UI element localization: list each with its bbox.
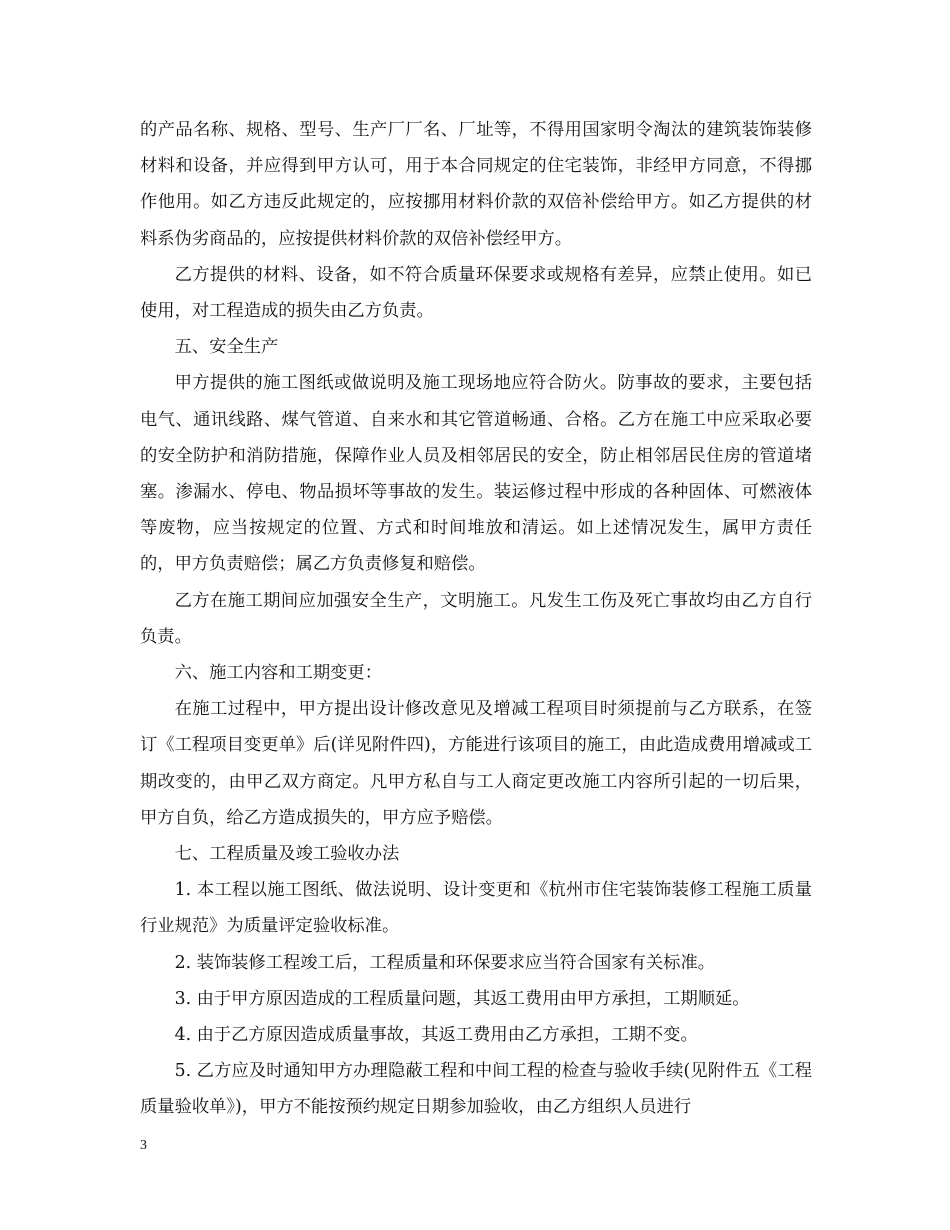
paragraph-material-continuation: 的产品名称、规格、型号、生产厂厂名、厂址等，不得用国家明令淘汰的建筑装饰装修材料和设备，并应得到甲方认可，用于本合同规定的住宅装饰，非经甲方同意，不得挪作他用。如乙方违反此规定的，应按挪用材料价款的双倍补偿给甲方。如乙方提供的材料系伪劣商品的，应按提供材料价款的双倍补偿经甲方。 xyxy=(140,120,812,249)
quality-item-3: 3. 由于甲方原因造成的工程质量问题，其返工费用由甲方承担，工期顺延。 xyxy=(174,988,750,1009)
section-heading-changes: 六、施工内容和工期变更： xyxy=(174,663,382,684)
paragraph-nonconforming-materials: 乙方提供的材料、设备，如不符合质量环保要求或规格有差异，应禁止使用。如已使用，对工程造成的损失由乙方负责。 xyxy=(140,264,812,322)
quality-item-5: 5. 乙方应及时通知甲方办理隐蔽工程和中间工程的检查与验收手续(见附件五《工程质量验收单》)，甲方不能按预约规定日期参加验收，由乙方组织人员进行 xyxy=(140,1061,812,1118)
quality-item-4: 4. 由于乙方原因造成质量事故，其返工费用由乙方承担，工期不变。 xyxy=(174,1025,698,1046)
paragraph-change-procedure: 在施工过程中，甲方提出设计修改意见及增减工程项目时须提前与乙方联系，在签订《工程项目变更单》后(详见附件四)，方能进行该项目的施工，由此造成费用增减或工期改变的，由甲乙双方商定。凡甲方私自与工人商定更改施工内容所引起的一切后果，甲方自负，给乙方造成损失的，甲方应予赔偿。 xyxy=(140,699,812,828)
document-body xyxy=(140,112,812,1126)
paragraph-safety-responsibility: 乙方在施工期间应加强安全生产，文明施工。凡发生工伤及死亡事故均由乙方自行负责。 xyxy=(140,590,812,647)
quality-item-2: 2. 装饰装修工程竣工后，工程质量和环保要求应当符合国家有关标准。 xyxy=(174,952,716,973)
page-number: 3 xyxy=(140,1138,147,1153)
quality-item-1: 1. 本工程以施工图纸、做法说明、设计变更和《杭州市住宅装饰装修工程施工质量行业规范》为质量评定验收标准。 xyxy=(140,880,812,937)
section-heading-safety: 五、安全生产 xyxy=(174,337,279,358)
section-heading-quality: 七、工程质量及竣工验收办法 xyxy=(174,844,400,865)
paragraph-safety-requirements: 甲方提供的施工图纸或做说明及施工现场地应符合防火。防事故的要求，主要包括电气、通讯线路、煤气管道、自来水和其它管道畅通、合格。乙方在施工中应采取必要的安全防护和消防措施，保障作业人员及相邻居民的安全，防止相邻居民住房的管道堵塞。渗漏水、停电、物品损坏等事故的发生。装运修过程中形成的各种固体、可燃液体等废物，应当按规定的位置、方式和时间堆放和清运。如上述情况发生，属甲方责任的，甲方负责赔偿；属乙方负责修复和赔偿。 xyxy=(140,373,812,575)
